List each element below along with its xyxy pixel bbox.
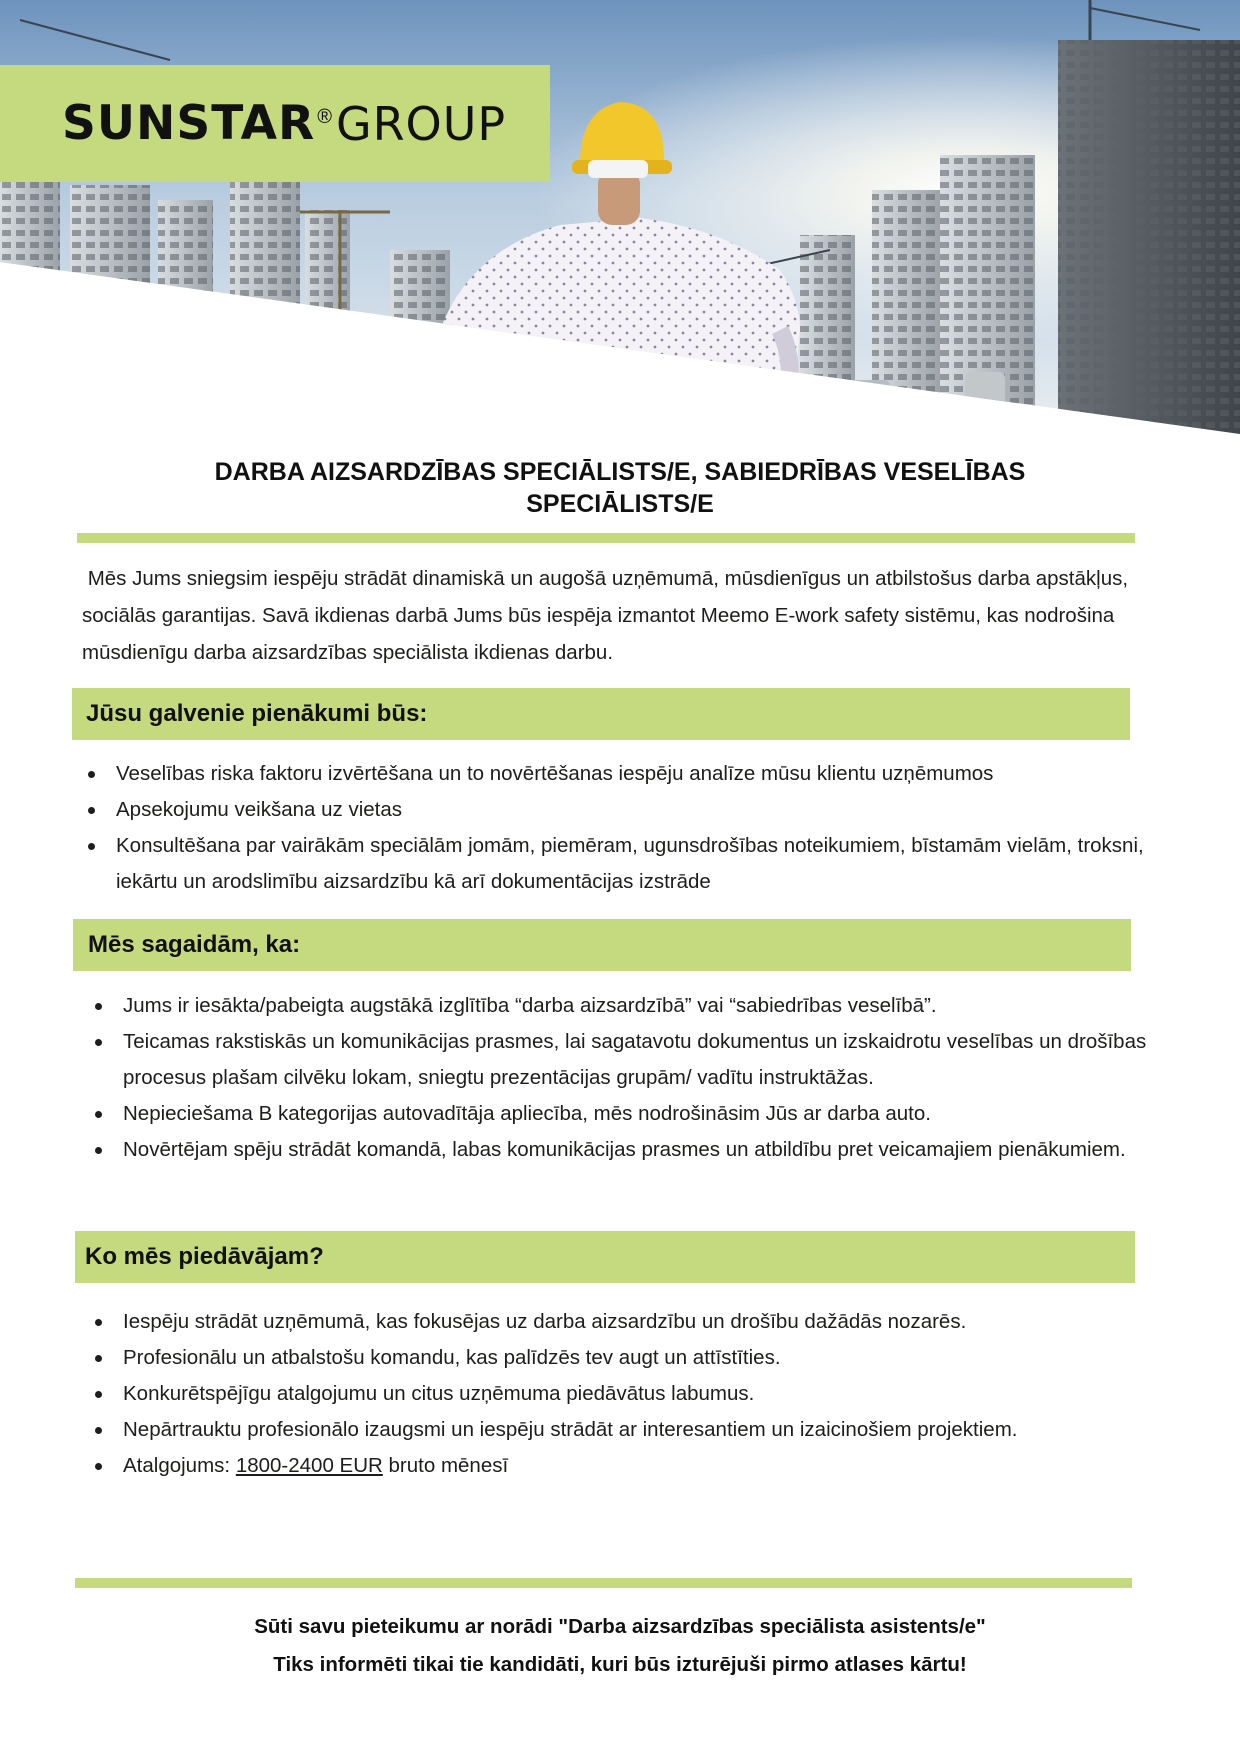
- list-item: Konsultēšana par vairākām speciālām jomām, piemēram, ugunsdrošības noteikumiem, bīstamām vielām, troksni, iekārtu un arodslimību aizsardzību kā arī dokumentācijas izstrāde: [82, 828, 1152, 900]
- section-offer-heading: Ko mēs piedāvājam?: [75, 1231, 1135, 1283]
- responsibilities-list: [82, 756, 1152, 900]
- list-item: Teicamas rakstiskās un komunikācijas prasmes, lai sagatavotu dokumentus un izskaidrotu veselības un drošības procesus plašam cilvēku lokam, sniegtu prezentācijas grupām/ vadītu instruktāžas.: [89, 1024, 1149, 1096]
- logo-sunstar: SUNSTAR: [62, 96, 316, 151]
- list-item: Profesionālu un atbalstošu komandu, kas palīdzēs tev augt un attīstīties.: [89, 1340, 1159, 1376]
- brand-logo: [0, 65, 550, 182]
- job-title-line-1: DARBA AIZSARDZĪBAS SPECIĀLISTS/E, SABIEDRĪBAS VESELĪBAS: [214, 458, 1026, 486]
- list-item: Konkurētspējīgu atalgojumu un citus uzņēmuma piedāvātus labumus.: [89, 1376, 1159, 1412]
- list-item: Novērtējam spēju strādāt komandā, labas komunikācijas prasmes un atbildību pret veicamajiem pienākumiem.: [89, 1132, 1149, 1168]
- salary-amount: 1800-2400 EUR: [235, 1454, 383, 1477]
- footer-divider: [75, 1578, 1132, 1588]
- list-item: Veselības riska faktoru izvērtēšana un to novērtēšanas iespēju analīze mūsu klientu uzņēmumos: [82, 756, 1152, 792]
- list-item: Iespēju strādāt uzņēmumā, kas fokusējas uz darba aizsardzību un drošību dažādās nozarēs.: [89, 1304, 1159, 1340]
- salary-label: Atalgojums:: [123, 1454, 236, 1477]
- offer-list: [89, 1304, 1159, 1484]
- application-instructions: Sūti savu pieteikumu ar norādi "Darba aizsardzības speciālista asistents/e": [254, 1615, 986, 1638]
- title-divider: [77, 533, 1135, 543]
- footer-note: [70, 1608, 1170, 1684]
- requirements-list: [89, 988, 1149, 1168]
- hero-banner: [0, 0, 1240, 440]
- salary-suffix: bruto mēnesī: [382, 1454, 509, 1477]
- section-requirements-heading: Mēs sagaidām, ka:: [73, 919, 1131, 971]
- list-item: Jums ir iesākta/pabeigta augstākā izglītība “darba aizsardzībā” vai “sabiedrības veselībā”.: [89, 988, 1149, 1024]
- salary-item: [89, 1448, 1159, 1484]
- section-responsibilities-heading: Jūsu galvenie pienākumi būs:: [72, 688, 1130, 740]
- selection-notice: Tiks informēti tikai tie kandidāti, kuri būs izturējuši pirmo atlases kārtu!: [273, 1653, 967, 1676]
- list-item: Nepieciešama B kategorijas autovadītāja apliecība, mēs nodrošināsim Jūs ar darba auto.: [89, 1096, 1149, 1132]
- list-item: Nepārtrauktu profesionālo izaugsmi un iespēju strādāt ar interesantiem un izaicinošiem projektiem.: [89, 1412, 1159, 1448]
- job-title: [120, 456, 1120, 520]
- logo-registered-mark: ®: [317, 106, 332, 128]
- logo-group: GROUP: [335, 96, 507, 151]
- intro-paragraph: Mēs Jums sniegsim iespēju strādāt dinamiskā un augošā uzņēmumā, mūsdienīgus un atbilstošus darba apstākļus, sociālās garantijas. Savā ikdienas darbā Jums būs iespēja izmantot Meemo E-work safety sistēmu, kas nodrošina mūsdienīgu darba aizsardzības speciālista ikdienas darbu.: [82, 567, 1134, 664]
- job-title-line-2: SPECIĀLISTS/E: [526, 490, 714, 518]
- list-item: Apsekojumu veikšana uz vietas: [82, 792, 1152, 828]
